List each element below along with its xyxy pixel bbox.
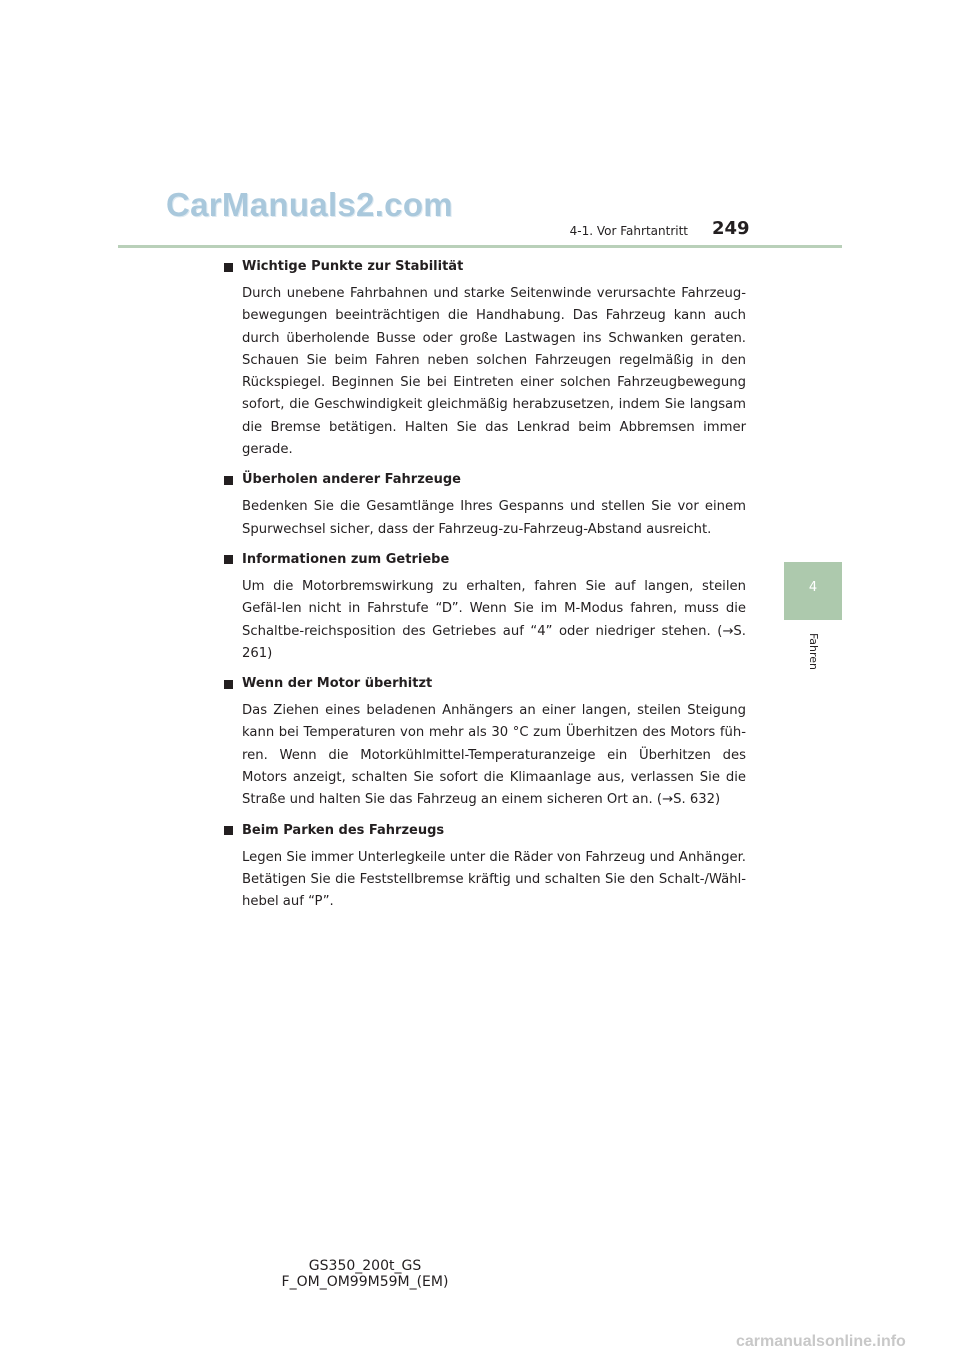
header-divider [118,245,842,248]
section-heading [224,674,746,694]
chapter-tab-label: Fahren [807,632,821,670]
section-transmission [224,550,746,665]
section-body: Legen Sie immer Unterlegkeile unter die Räder von Fahrzeug und Anhänger. Betätigen Sie die Feststellbremse kräftig und schalten Sie den Schalt-/Wähl-hebel auf “P”. [242,849,746,910]
section-body: Um die Motorbremswirkung zu erhalten, fahren Sie auf langen, steilen Gefäl-len nicht in Fahrstufe “D”. Wenn Sie im M-Modus fahren, muss die Schaltbe-reichsposition des Getriebes auf “4” oder niedriger stehen. (→S. 261) [242,578,746,661]
section-engine-overheat [224,674,746,811]
section-parking [224,821,746,914]
chapter-tab-number: 4 [808,580,818,595]
square-bullet-icon [224,476,233,485]
section-heading [224,470,746,490]
section-body: Bedenken Sie die Gesamtlänge Ihres Gespanns und stellen Sie vor einem Spurwechsel sicher, dass der Fahrzeug-zu-Fahrzeug-Abstand ausreicht. [242,499,746,537]
section-overtaking [224,470,746,541]
section-heading [224,550,746,570]
page-number: 249 [712,218,750,239]
section-heading-text: Informationen zum Getriebe [242,551,450,567]
square-bullet-icon [224,680,233,689]
section-header: 4-1. Vor Fahrtantritt [569,224,688,238]
section-heading-text: Wichtige Punkte zur Stabilität [242,259,464,274]
watermark-logo-top: CarManuals2.com [166,186,453,223]
section-heading [224,257,746,277]
page-content [224,257,746,923]
section-body: Das Ziehen eines beladenen Anhängers an einer langen, steilen Steigung kann bei Temperaturen von mehr als 30 °C zum Überhitzen des Motors füh-ren. Wenn die Motorkühlmittel-Temperaturanzeige ein Überhitzen des Motors anzeigt, schalten Sie sofort die Klimaanlage aus, verlassen Sie die Straße und halten Sie das Fahrzeug an einem sicheren Ort an. (→S. 632) [242,703,746,808]
chapter-tab-label-box [804,628,824,674]
section-heading-text: Wenn der Motor überhitzt [242,676,433,692]
document-code: GS350_200t_GS F_OM_OM99M59M_(EM) [281,1258,449,1290]
square-bullet-icon [224,826,233,835]
square-bullet-icon [224,263,233,272]
section-stability [224,257,746,461]
section-body: Durch unebene Fahrbahnen und starke Seitenwinde verursachte Fahrzeug-bewegungen beeinträchtigen die Handhabung. Das Fahrzeug kann auch durch überholende Busse oder große Lastwagen ins Schwanken geraten. Schauen Sie beim Fahren neben solchen Fahrzeugen regelmäßig in den Rückspiegel. Beginnen Sie bei Eintreten einer solchen Fahrzeugbewegung sofort, die Geschwindigkeit gleichmäßig herabzusetzen, indem Sie langsam die Bremse betätigen. Halten Sie das Lenkrad beim Abbremsen immer gerade. [242,286,746,458]
watermark-logo-bottom: carmanualsonline.info [736,1333,906,1350]
section-heading [224,821,746,841]
section-heading-text: Beim Parken des Fahrzeugs [242,822,445,838]
square-bullet-icon [224,555,233,564]
section-heading-text: Überholen anderer Fahrzeuge [242,472,461,488]
